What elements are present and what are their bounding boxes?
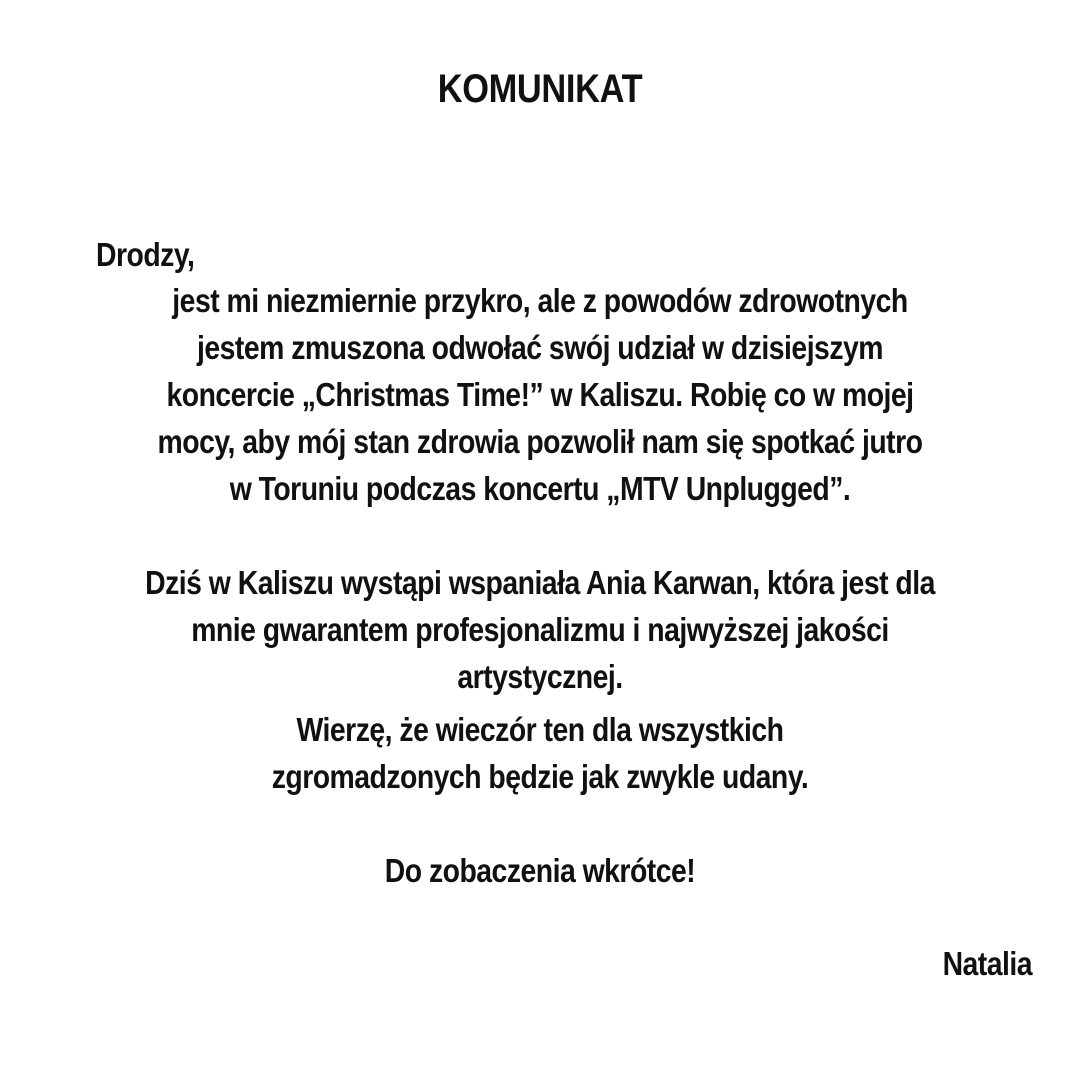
paragraph-2-line-2: mnie gwarantem profesjonalizmu i najwyższej jakości <box>191 611 889 648</box>
closing-line: Do zobaczenia wkrótce! <box>384 852 696 889</box>
paragraph-2-line-3: artystycznej. <box>457 658 623 695</box>
signature: Natalia <box>942 945 1032 982</box>
paragraph-1-line-3: koncercie „Christmas Time!” w Kaliszu. Robię co w mojej <box>166 376 914 413</box>
paragraph-2-line-4: Wierzę, że wieczór ten dla wszystkich <box>296 711 784 748</box>
paragraph-1-line-1: jest mi niezmiernie przykro, ale z powodów zdrowotnych <box>172 282 908 319</box>
paragraph-2-line-5: zgromadzonych będzie jak zwykle udany. <box>271 758 809 795</box>
announcement-title: KOMUNIKAT <box>437 67 643 111</box>
paragraph-2-line-1: Dziś w Kaliszu wystąpi wspaniała Ania Karwan, która jest dla <box>145 564 935 601</box>
greeting: Drodzy, <box>96 236 195 273</box>
paragraph-1-line-4: mocy, aby mój stan zdrowia pozwolił nam się spotkać jutro <box>157 423 923 460</box>
paragraph-1-line-2: jestem zmuszona odwołać swój udział w dzisiejszym <box>197 329 883 366</box>
paragraph-1-line-5: w Toruniu podczas koncertu „MTV Unplugged”. <box>229 470 851 507</box>
